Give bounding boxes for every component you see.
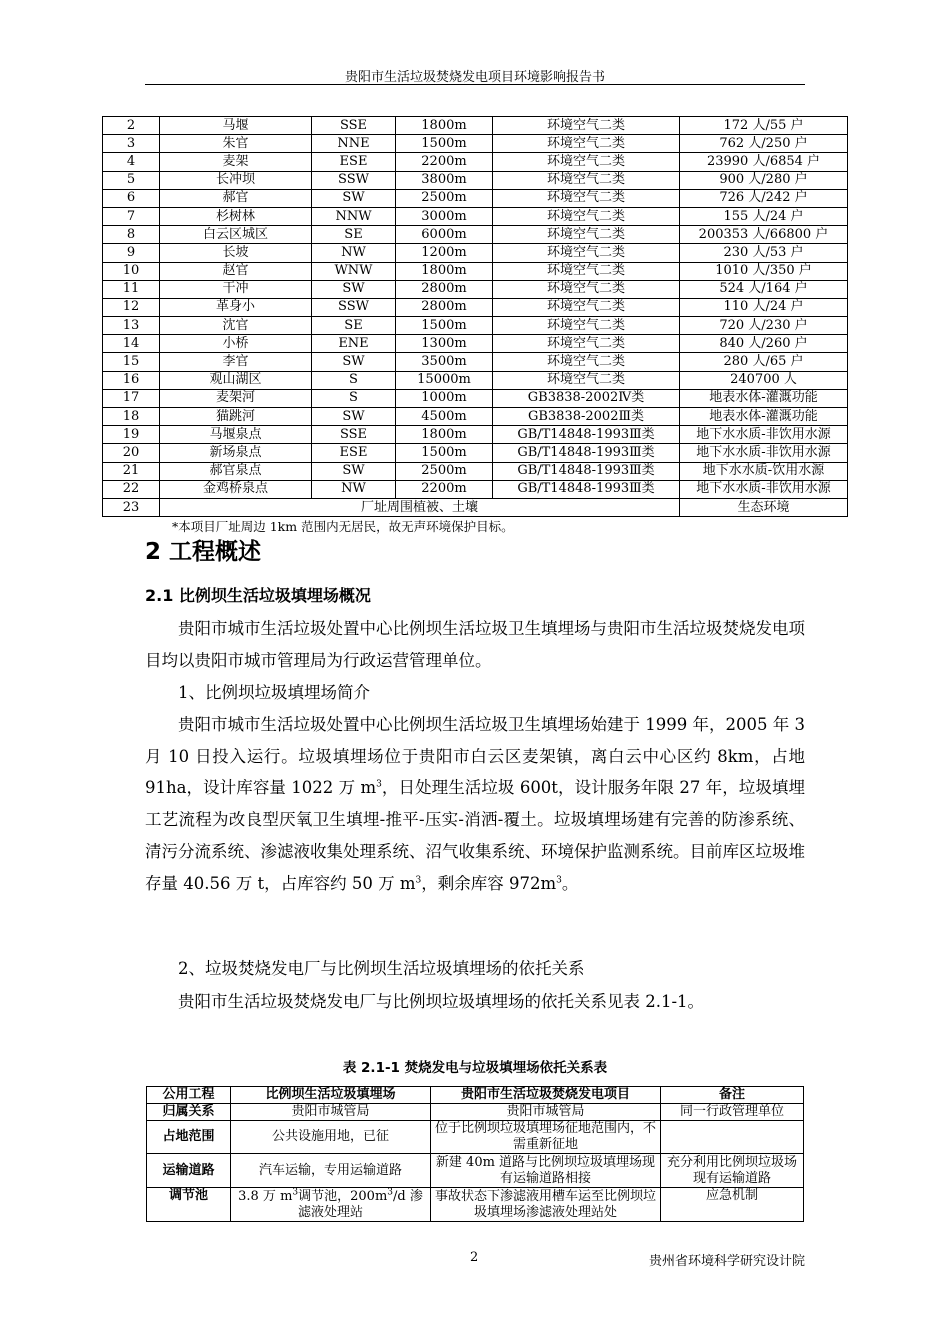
table-cell: SW [312,408,396,426]
table-row [147,1121,804,1154]
protection-targets-table [102,116,848,517]
table-row [103,262,848,280]
table-cell: 长冲坝 [160,171,312,189]
page-header-title: 贵阳市生活垃圾焚烧发电项目环境影响报告书 [344,70,605,85]
table-cell: GB3838-2002Ⅳ类 [493,389,680,407]
table-cell: 4 [103,153,160,171]
table-cell: 726 人/242 户 [680,189,848,207]
table-cell: 杉树林 [160,207,312,225]
table-cell [661,1121,804,1154]
superscript: 3 [292,1187,299,1198]
table-cell: 汽车运输，专用运输道路 [231,1154,431,1188]
table-cell: 1800m [396,117,493,135]
table-cell: 155 人/24 户 [680,207,848,225]
table-cell: SSE [312,117,396,135]
row-header: 占地范围 [147,1121,231,1154]
table-cell: 4500m [396,408,493,426]
table-cell: 7 [103,207,160,225]
table-row [103,280,848,298]
paragraph-heading-2: 2、垃圾焚烧发电厂与比例坝生活垃圾填埋场的依托关系 [178,959,585,978]
table-row [103,335,848,353]
table-cell: 200353 人/66800 户 [680,226,848,244]
table-cell: 地下水水质-饮用水源 [680,462,848,480]
table-cell: 16 [103,371,160,389]
table-row [103,244,848,262]
footer-organization: 贵州省环境科学研究设计院 [648,1254,805,1269]
table-cell: SSE [312,426,396,444]
table-row [103,462,848,480]
table-cell: 白云区城区 [160,226,312,244]
superscript: 3 [415,875,422,886]
table-cell: 地表水体-灌溉功能 [680,408,848,426]
paragraph-intro: 贵阳市城市生活垃圾处置中心比例坝生活垃圾卫生填埋场与贵阳市生活垃圾焚烧发电项目均以贵阳市城市管理局为行政运营管理单位。 [145,619,805,670]
table-cell: 3800m [396,171,493,189]
table-cell: SW [312,280,396,298]
table-cell: 1010 人/350 户 [680,262,848,280]
table-cell: 地下水水质-非饮用水源 [680,426,848,444]
table-cell: 2 [103,117,160,135]
table-cell: 猫跳河 [160,408,312,426]
table-cell: 环境空气二类 [493,171,680,189]
table-cell: 应急机制 [661,1188,804,1222]
table-cell: 赵官 [160,262,312,280]
text-span: 3.8 万 m [238,1188,293,1204]
table-cell: 3000m [396,207,493,225]
table-cell: 2200m [396,480,493,498]
paragraph-landfill-intro [145,709,805,899]
row-header: 运输道路 [147,1154,231,1188]
table-note: *本项目厂址周边 1km 范围内无居民，故无声环境保护目标。 [172,519,514,534]
table-cell: 贵阳市城管局 [231,1104,431,1121]
table-row [103,298,848,316]
text-span: ，剩余库容 972m [421,873,557,893]
table-cell: 麦架 [160,153,312,171]
table-row [103,389,848,407]
table-cell: 马堰泉点 [160,426,312,444]
table-cell: 环境空气二类 [493,335,680,353]
table-cell: 环境空气二类 [493,117,680,135]
table-cell: SW [312,189,396,207]
table-cell: ESE [312,153,396,171]
table-cell: 地下水水质-非饮用水源 [680,444,848,462]
table-cell: 3500m [396,353,493,371]
table-cell: 15000m [396,371,493,389]
table-cell: 环境空气二类 [493,371,680,389]
dependency-table [146,1086,804,1222]
table-cell: 2800m [396,280,493,298]
table-cell: 干冲 [160,280,312,298]
table-cell: 小桥 [160,335,312,353]
table-cell: 环境空气二类 [493,280,680,298]
table-cell: 长坡 [160,244,312,262]
superscript: 3 [556,875,562,886]
table-cell: 900 人/280 户 [680,171,848,189]
table-row [103,117,848,135]
table-cell: 1500m [396,317,493,335]
table-cell: SE [312,226,396,244]
table-cell: 2500m [396,189,493,207]
table-cell: 11 [103,280,160,298]
table-cell: 环境空气二类 [493,135,680,153]
table-cell: S [312,389,396,407]
table-cell: 21 [103,462,160,480]
table-cell: 1200m [396,244,493,262]
header-divider [145,84,805,85]
table-cell: 观山湖区 [160,371,312,389]
table-cell: 环境空气二类 [493,244,680,262]
table-cell: GB/T14848-1993Ⅲ类 [493,426,680,444]
table-caption: 表 2.1-1 焚烧发电与垃圾填埋场依托关系表 [342,1060,608,1076]
table-header-row [147,1087,804,1104]
table-cell: 15 [103,353,160,371]
text-span: 。 [561,873,579,893]
table-cell: SE [312,317,396,335]
table-cell: 762 人/250 户 [680,135,848,153]
table-cell: 1800m [396,426,493,444]
table-cell: 厂址周围植被、土壤 [160,498,680,516]
table-cell: 14 [103,335,160,353]
table-row [103,135,848,153]
table-cell: 172 人/55 户 [680,117,848,135]
table-cell: 3 [103,135,160,153]
table-cell: 18 [103,408,160,426]
table-cell: 革身小 [160,298,312,316]
table-cell: GB/T14848-1993Ⅲ类 [493,480,680,498]
superscript: 3 [376,779,382,790]
table-cell: 环境空气二类 [493,189,680,207]
table-cell: 环境空气二类 [493,262,680,280]
table-cell: 环境空气二类 [493,226,680,244]
table-cell: SSW [312,171,396,189]
table-cell: 环境空气二类 [493,317,680,335]
column-header: 备注 [661,1087,804,1104]
table-cell: GB3838-2002Ⅲ类 [493,408,680,426]
protection-targets-body [103,117,848,499]
table-cell: S [312,371,396,389]
table-cell: 6000m [396,226,493,244]
table-row [103,153,848,171]
table-cell: 1500m [396,135,493,153]
table-cell: 230 人/53 户 [680,244,848,262]
table-cell: 240700 人 [680,371,848,389]
table-row [103,480,848,498]
table-cell: 贵阳市城管局 [431,1104,661,1121]
table-row [103,171,848,189]
table-cell: 新建 40m 道路与比例坝垃圾填埋场现有运输道路相接 [431,1154,661,1188]
table-cell: 20 [103,444,160,462]
row-header: 调节池 [147,1188,231,1222]
section-title: 2 工程概述 [145,539,262,565]
table-cell: 524 人/164 户 [680,280,848,298]
page-number: 2 [470,1250,479,1265]
table-cell: NNW [312,207,396,225]
table-cell: ESE [312,444,396,462]
table-cell: 1800m [396,262,493,280]
table-cell [231,1188,431,1222]
table-row [103,226,848,244]
table-cell: ENE [312,335,396,353]
paragraph-reference: 贵阳市生活垃圾焚烧发电厂与比例坝垃圾填埋场的依托关系见表 2.1-1。 [178,992,705,1011]
table-cell: 环境空气二类 [493,207,680,225]
table-cell: 麦架河 [160,389,312,407]
table-row [147,1154,804,1188]
table-cell: SW [312,462,396,480]
column-header: 公用工程 [147,1087,231,1104]
table-row [103,426,848,444]
table-cell: 环境空气二类 [493,153,680,171]
table-cell: 马堰 [160,117,312,135]
table-cell: 840 人/260 户 [680,335,848,353]
table-cell: 1300m [396,335,493,353]
table-cell: 110 人/24 户 [680,298,848,316]
table-row [103,317,848,335]
table-cell: WNW [312,262,396,280]
table-cell: 地表水体-灌溉功能 [680,389,848,407]
text-span: ，日处理生活垃圾 600t，设计服务年限 27 年，垃圾填埋工艺流程为改良型厌氧卫生填埋-推平-压实-消洒-覆土。垃圾填埋场建有完善的防渗系统、清污分流系统、渗滤液收集处理系统、沼气收集系统、环境保护监测系统。目前库区垃圾堆存量 40.56 万 t，占库容约 50 万 m [145,778,805,893]
table-cell: 地下水水质-非饮用水源 [680,480,848,498]
text-span: 调节池，200m [298,1188,388,1204]
table-row [147,1104,804,1121]
column-header: 比例坝生活垃圾填埋场 [231,1087,431,1104]
table-cell: 李官 [160,353,312,371]
table-cell: 1000m [396,389,493,407]
table-cell: 23990 人/6854 户 [680,153,848,171]
table-row [147,1188,804,1222]
paragraph-heading-1: 1、比例坝垃圾填埋场简介 [178,683,370,702]
table-cell: 充分利用比例坝垃圾场现有运输道路 [661,1154,804,1188]
table-cell: 郝官泉点 [160,462,312,480]
table-cell: 2500m [396,462,493,480]
table-cell: 新场泉点 [160,444,312,462]
table-cell: GB/T14848-1993Ⅲ类 [493,462,680,480]
table-cell: NW [312,244,396,262]
table-cell: SW [312,353,396,371]
text-span: 贵阳市城市生活垃圾处置中心比例坝生活垃圾卫生填埋场始建于 1999 年，2005 年 3 月 10 日投入运行。垃圾填埋场位于贵阳市白云区麦架镇，离白云中心区约 8km，占地 91ha，设计库容量 1022 万 m [145,715,805,798]
text-span: /d 渗滤液处理站 [297,1188,423,1220]
table-cell: 9 [103,244,160,262]
superscript: 3 [387,1187,394,1198]
table-row [103,444,848,462]
table-cell: NW [312,480,396,498]
table-cell: 10 [103,262,160,280]
table-cell: 19 [103,426,160,444]
row-header: 归属关系 [147,1104,231,1121]
table-row [103,353,848,371]
table-cell: 17 [103,389,160,407]
table-cell: 公共设施用地，已征 [231,1121,431,1154]
table-cell: 8 [103,226,160,244]
table-cell: 6 [103,189,160,207]
table-cell: GB/T14848-1993Ⅲ类 [493,444,680,462]
table-cell: 22 [103,480,160,498]
table-row [103,498,848,516]
table-row [103,371,848,389]
table-cell: 5 [103,171,160,189]
table-cell: 生态环境 [680,498,848,516]
table-cell: 朱官 [160,135,312,153]
table-cell: 280 人/65 户 [680,353,848,371]
table-cell: 2800m [396,298,493,316]
table-cell: 1500m [396,444,493,462]
table-cell: 环境空气二类 [493,298,680,316]
column-header: 贵阳市生活垃圾焚烧发电项目 [431,1087,661,1104]
table-cell: 沈官 [160,317,312,335]
table-cell: 事故状态下渗滤液用槽车运至比例坝垃圾填埋场渗滤液处理站处 [431,1188,661,1222]
table-cell: 郝官 [160,189,312,207]
table-cell: 23 [103,498,160,516]
table-cell: SSW [312,298,396,316]
table-row [103,189,848,207]
table-cell: 13 [103,317,160,335]
table-cell: 2200m [396,153,493,171]
table-cell: 位于比例坝垃圾填埋场征地范围内，不需重新征地 [431,1121,661,1154]
table-cell: 金鸡桥泉点 [160,480,312,498]
table-cell: 720 人/230 户 [680,317,848,335]
table-cell: 同一行政管理单位 [661,1104,804,1121]
table-row [103,408,848,426]
table-cell: 环境空气二类 [493,353,680,371]
subsection-title: 2.1 比例坝生活垃圾填埋场概况 [145,586,371,605]
table-cell: NNE [312,135,396,153]
table-row [103,207,848,225]
table-cell: 12 [103,298,160,316]
